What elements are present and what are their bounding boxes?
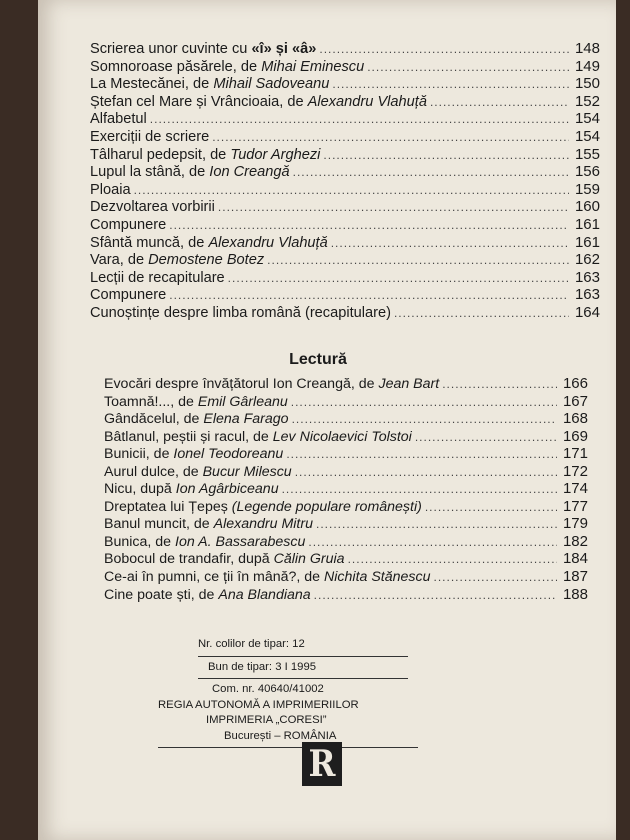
entry-title: [104, 569, 431, 587]
entry-author: Mihail Sadoveanu: [213, 76, 330, 93]
entry-title: [104, 534, 305, 552]
colophon-rule: [198, 678, 408, 679]
entry-title-text: Bobocul de trandafir, după: [104, 551, 274, 568]
entry-title-text: La Mestecănei, de: [90, 76, 214, 93]
entry-title-text: Dezvoltarea vorbirii: [90, 199, 215, 216]
toc-entry: [104, 498, 588, 516]
entry-page-number: 188: [562, 585, 588, 603]
colophon-imprimeria: IMPRIMERIA „CORESI”: [206, 714, 327, 726]
dot-leader: [267, 252, 569, 270]
entry-title-text: Somnoroase păsărele, de: [90, 58, 262, 75]
entry-title: [90, 111, 147, 129]
entry-title-text: Banul muncit, de: [104, 516, 214, 533]
toc-entry: [104, 428, 588, 446]
dot-leader: [442, 376, 557, 394]
dot-leader: [331, 235, 569, 253]
toc-entry: [104, 550, 588, 568]
toc-entry: [90, 216, 600, 234]
entry-title: [90, 270, 225, 288]
entry-title: [90, 252, 264, 270]
entry-title-text: Dreptatea lui Țepeș: [104, 498, 232, 515]
entry-title: [104, 481, 279, 499]
entry-page-number: 150: [574, 75, 600, 93]
dot-leader: [434, 569, 558, 587]
entry-page-number: 149: [574, 57, 600, 75]
entry-title-text: Compunere: [90, 287, 167, 304]
entry-title-bold: «î» și «â»: [251, 41, 317, 57]
toc-entry: [90, 304, 600, 322]
entry-page-number: 174: [562, 480, 588, 498]
toc-entry: [104, 375, 588, 393]
entry-page-number: 160: [574, 198, 600, 216]
toc-entry: [90, 251, 600, 269]
dot-leader: [348, 551, 557, 569]
entry-author: Jean Bart: [378, 376, 440, 392]
entry-title: [104, 587, 311, 605]
entry-page-number: 162: [574, 251, 600, 269]
entry-title-text: Tâlharul pedepsit, de: [90, 146, 231, 163]
dot-leader: [415, 429, 557, 447]
toc-entry: [90, 40, 600, 58]
dot-leader: [293, 164, 569, 182]
entry-author: Bucur Milescu: [202, 463, 292, 480]
toc-entry: [90, 128, 600, 146]
toc-entry: [90, 181, 600, 199]
lectura-list: [104, 375, 588, 603]
section-heading-lectura: Lectură: [289, 351, 347, 368]
toc-entry: [104, 463, 588, 481]
toc-entry: [90, 146, 600, 164]
entry-author: Lev Nicolaevici Tolstoi: [272, 428, 412, 445]
dot-leader: [218, 199, 569, 217]
entry-page-number: 163: [574, 268, 600, 286]
toc-entry: [90, 163, 600, 181]
entry-title-text: Cunoștințe despre limba română (recapitulare): [90, 304, 391, 321]
toc-entry: [90, 58, 600, 76]
dot-leader: [212, 129, 569, 147]
colophon: [158, 637, 498, 751]
entry-title-text: Scrierea unor cuvinte cu: [90, 41, 252, 57]
entry-page-number: 154: [574, 110, 600, 128]
dot-leader: [394, 305, 569, 323]
entry-title: [104, 446, 283, 464]
entry-author: Elena Farago: [203, 411, 289, 428]
entry-title: [90, 199, 215, 217]
entry-title-text: Bunicii, de: [104, 446, 174, 463]
dot-leader: [150, 111, 569, 129]
toc-entry: [90, 93, 600, 111]
entry-title: [90, 41, 316, 59]
toc-entry: [104, 586, 588, 604]
entry-title: [104, 499, 422, 517]
dot-leader: [228, 270, 569, 288]
toc-entry: [90, 198, 600, 216]
table-of-contents: [90, 40, 600, 322]
toc-entry: [90, 75, 600, 93]
entry-page-number: 187: [562, 568, 588, 586]
dot-leader: [286, 446, 557, 464]
entry-title: [90, 217, 166, 235]
toc-entry: [90, 234, 600, 252]
entry-author: Ion A. Bassarabescu: [175, 533, 306, 550]
entry-page-number: 179: [562, 515, 588, 533]
entry-author: Călin Gruia: [273, 551, 345, 568]
entry-title-text: Ce-ai în pumni, ce ții în mână?, de: [104, 569, 325, 586]
entry-page-number: 166: [562, 375, 588, 392]
toc-entry: [90, 269, 600, 287]
toc-entry: [104, 393, 588, 411]
entry-page-number: 171: [562, 445, 588, 463]
entry-title-text: Cine poate ști, de: [104, 586, 219, 603]
dot-leader: [169, 287, 569, 305]
entry-author: Tudor Arghezi: [230, 146, 321, 163]
toc-entry: [104, 480, 588, 498]
dot-leader: [314, 587, 557, 605]
toc-entry: [90, 286, 600, 304]
entry-page-number: 159: [574, 180, 600, 198]
entry-page-number: 168: [562, 410, 588, 428]
entry-title: [90, 182, 131, 200]
entry-title: [104, 516, 313, 534]
toc-entry: [104, 568, 588, 586]
toc-entry: [104, 533, 588, 551]
entry-page-number: 184: [562, 550, 588, 568]
colophon-oras: București – ROMÂNIA: [224, 729, 337, 742]
dot-leader: [316, 516, 557, 534]
colophon-rule: [158, 747, 418, 748]
dot-leader: [134, 182, 569, 200]
entry-author: Nichita Stănescu: [324, 569, 431, 586]
entry-title-text: Ploaia: [90, 181, 131, 198]
entry-title-text: Evocări despre învățătorul Ion Creangă, de: [104, 376, 379, 392]
dot-leader: [319, 41, 569, 59]
entry-title-text: Bâtlanul, peștii și racul, de: [104, 428, 273, 445]
entry-title-text: Exerciții de scriere: [90, 128, 210, 145]
entry-title: [90, 94, 427, 112]
entry-title-text: Gândăcelul, de: [104, 411, 204, 428]
entry-author: Ion Agârbiceanu: [175, 481, 279, 498]
colophon-com: Com. nr. 40640/41002: [212, 683, 324, 695]
dot-leader: [295, 464, 557, 482]
entry-title: [90, 164, 290, 182]
entry-page-number: 169: [562, 427, 588, 445]
dot-leader: [367, 59, 569, 77]
entry-page-number: 152: [574, 92, 600, 110]
entry-author: Alexandru Vlahuță: [208, 234, 328, 251]
entry-title: [90, 287, 166, 305]
entry-title: [90, 59, 364, 77]
entry-title-text: Ștefan cel Mare și Vrâncioaia, de: [90, 93, 308, 110]
entry-title-text: Bunica, de: [104, 533, 175, 550]
entry-page-number: 154: [574, 127, 600, 145]
dot-leader: [308, 534, 557, 552]
toc-entry: [104, 410, 588, 428]
entry-title-text: Toamnă!..., de: [104, 393, 198, 410]
entry-page-number: 161: [574, 233, 600, 251]
entry-title-text: Alfabetul: [90, 111, 147, 128]
entry-author: Ion Creangă: [209, 164, 290, 181]
toc-entry: [90, 110, 600, 128]
colophon-coli: Nr. colilor de tipar: 12: [198, 638, 305, 650]
entry-title-text: Vara, de: [90, 252, 149, 269]
dot-leader: [291, 394, 557, 412]
entry-author: Alexandru Vlahuță: [307, 93, 427, 110]
dot-leader: [425, 499, 557, 517]
entry-title-text: Lecții de recapitulare: [90, 269, 225, 286]
colophon-rule: [198, 656, 408, 657]
entry-page-number: 172: [562, 462, 588, 480]
entry-page-number: 167: [562, 392, 588, 410]
entry-title-text: Sfântă muncă, de: [90, 234, 209, 251]
entry-page-number: 156: [574, 163, 600, 181]
entry-page-number: 155: [574, 145, 600, 163]
entry-title: [104, 411, 289, 429]
entry-author: (Legende populare românești): [231, 498, 422, 515]
entry-title: [90, 305, 391, 323]
dot-leader: [332, 76, 569, 94]
colophon-regia: REGIA AUTONOMĂ A IMPRIMERIILOR: [158, 698, 359, 711]
dot-leader: [430, 94, 569, 112]
entry-title-text: Compunere: [90, 216, 167, 233]
entry-author: Mihai Eminescu: [261, 58, 365, 75]
entry-title: [90, 235, 328, 253]
dot-leader: [323, 147, 569, 165]
entry-author: Demostene Botez: [148, 252, 265, 269]
toc-entry: [104, 515, 588, 533]
entry-page-number: 148: [574, 40, 600, 57]
entry-title: [90, 129, 209, 147]
entry-title: [90, 147, 320, 165]
entry-page-number: 177: [562, 497, 588, 515]
book-page: [38, 0, 616, 840]
entry-author: Alexandru Mitru: [213, 516, 313, 533]
entry-title: [104, 394, 288, 412]
entry-page-number: 164: [574, 303, 600, 321]
entry-title: [104, 376, 439, 394]
entry-title-text: Nicu, după: [104, 481, 176, 498]
entry-title: [104, 429, 412, 447]
dot-leader: [292, 411, 557, 429]
dot-leader: [169, 217, 569, 235]
entry-title-text: Aurul dulce, de: [104, 463, 203, 480]
entry-page-number: 182: [562, 532, 588, 550]
entry-title: [104, 551, 345, 569]
entry-page-number: 163: [574, 286, 600, 304]
entry-title-text: Lupul la stână, de: [90, 164, 210, 181]
entry-page-number: 161: [574, 215, 600, 233]
publisher-logo-icon: R: [302, 742, 342, 786]
entry-author: Emil Gârleanu: [197, 393, 288, 410]
entry-title: [90, 76, 329, 94]
entry-author: Ana Blandiana: [218, 586, 311, 603]
toc-entry: [104, 445, 588, 463]
colophon-bun-de-tipar: Bun de tipar: 3 I 1995: [208, 660, 317, 673]
dot-leader: [282, 481, 557, 499]
entry-title: [104, 464, 292, 482]
entry-author: Ionel Teodoreanu: [173, 446, 284, 463]
